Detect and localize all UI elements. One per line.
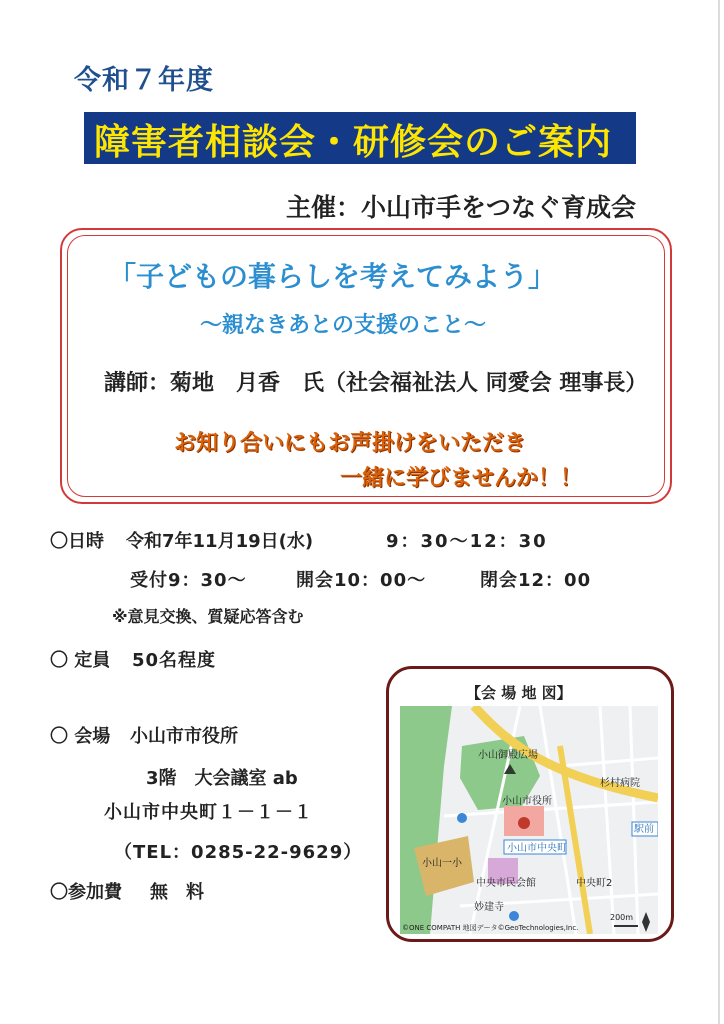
datetime-label: 〇日時 [50, 531, 104, 552]
invite-line-2: 一緒に学びませんか！！ [340, 466, 583, 491]
reception-time: 受付9：30～ [130, 570, 247, 591]
map-label-chuo-sign: 小山市中央町 [507, 843, 567, 854]
venue-room: 3階 大会議室 ab [146, 768, 298, 789]
venue-name: 小山市市役所 [130, 726, 238, 747]
fiscal-year-heading: 令和７年度 [74, 65, 214, 96]
venue-label: 〇 会場 [50, 726, 111, 747]
datetime-date: 令和7年11月19日(水) [126, 531, 314, 552]
closing-time: 閉会12：00 [480, 570, 592, 591]
fee-label: 〇参加費 [50, 882, 122, 903]
route-marker-icon [509, 911, 519, 921]
fee-value: 無 料 [150, 882, 204, 903]
program-note: ※意見交換、質疑応答含む [112, 607, 304, 626]
lecture-subtitle: ～親なきあとの支援のこと～ [200, 313, 487, 338]
organizer-line: 主催：小山市手をつなぐ育成会 [286, 193, 637, 222]
map-label-chuo2: 中央町2 [576, 878, 613, 889]
map-label-ekimae: 駅前 [634, 824, 654, 835]
capacity-value: 50名程度 [132, 650, 217, 671]
venue-address: 小山市中央町１－１－１ [104, 802, 313, 823]
city-hall-icon [518, 817, 530, 829]
venue-map [400, 706, 658, 934]
map-credit: ©ONE COMPATH 地図データ©GeoTechnologies,Inc. [402, 924, 579, 932]
map-label-temple: 妙建寺 [474, 902, 504, 913]
lecture-title: 「子どもの暮らしを考えてみよう」 [108, 260, 557, 293]
map-label-cityhall: 小山市役所 [502, 796, 552, 807]
map-label-scale: 200m [610, 913, 634, 922]
map-label-goten: 小山御殿広場 [478, 750, 538, 761]
lecturer-line: 講師：菊地 月香 氏（社会福祉法人 同愛会 理事長） [104, 371, 648, 396]
map-label-hall: 中央市民会館 [476, 878, 536, 889]
opening-time: 開会10：00～ [296, 570, 427, 591]
page-title: 障害者相談会・研修会のご案内 [94, 122, 613, 163]
map-title: 【会 場 地 図】 [466, 684, 572, 702]
datetime-time: 9：30～12：30 [386, 531, 548, 552]
capacity-label: 〇 定員 [50, 650, 111, 671]
map-label-sugimura: 杉村病院 [600, 778, 640, 789]
page-edge-line [718, 0, 720, 1024]
venue-phone: （TEL：0285-22-9629） [114, 842, 363, 863]
invite-line-1: お知り合いにもお声掛けをいただき [174, 431, 527, 456]
map-label-school: 小山一小 [422, 858, 462, 869]
parking-icon [457, 813, 467, 823]
